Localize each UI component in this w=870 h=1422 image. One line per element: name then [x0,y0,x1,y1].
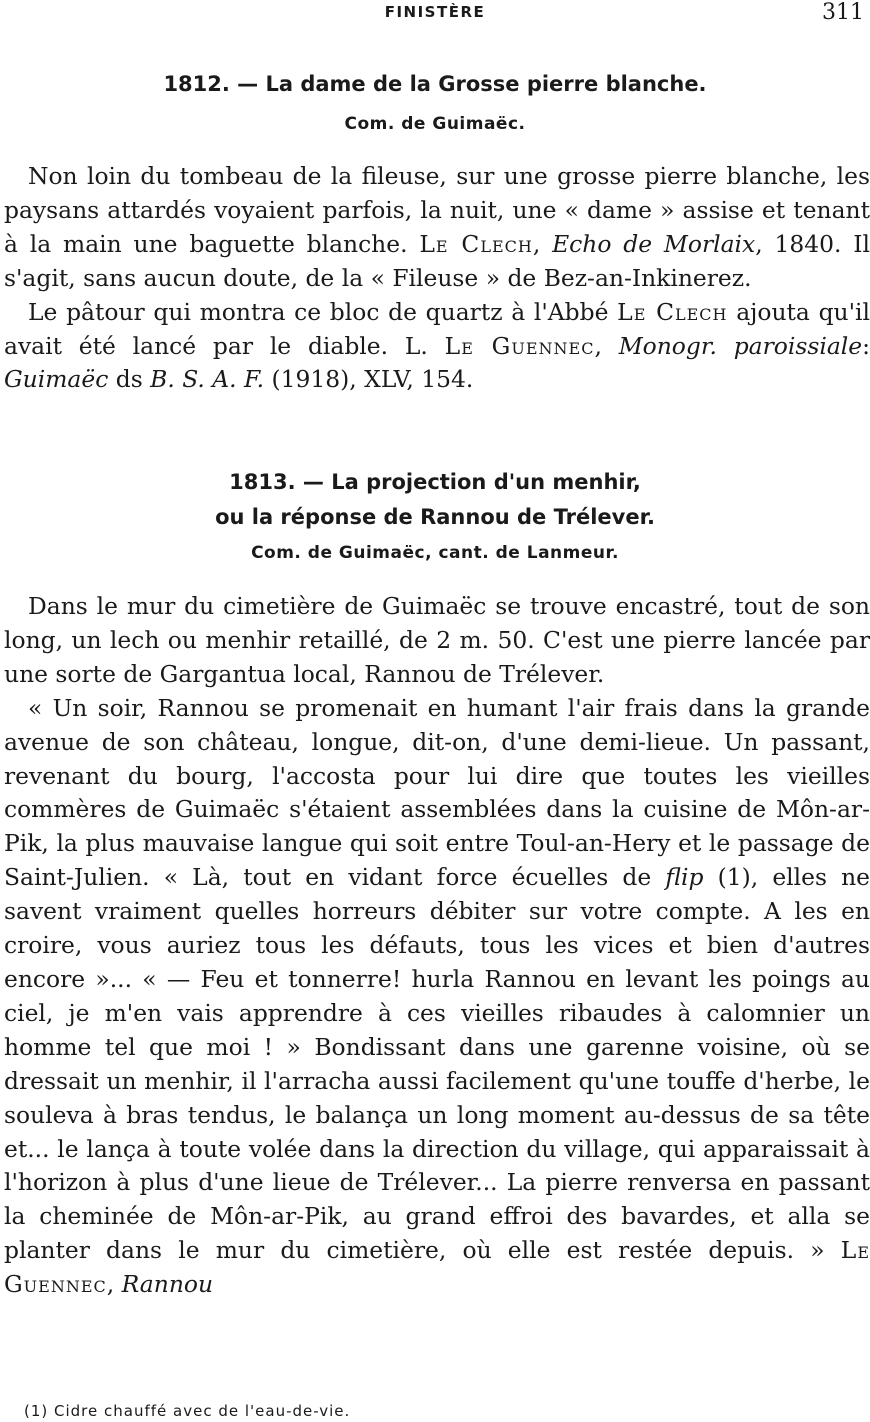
footnote-marker: (1) [717,863,751,892]
entry-1812-location: Com. de Guimaëc. [344,114,526,134]
author-name: Le Guennec [444,331,595,360]
entry-1812-paragraph-1: Non loin du tombeau de la fileuse, sur une grosse pierre blanche, les paysans attardés voyaient parfois, la nuit, une « dame » assise et tenant à la main une baguette blanche. Le Clech, Echo de Morlaix, 1840. Il s'agit, sans aucun doute, de la « Fileuse » de Bez-an-Inkinerez. [4,162,870,292]
entry-1812-body [4,160,870,397]
work-title: Monogr. paroissiale [618,331,863,360]
footnote: (1) Cidre chauffé avec de l'eau-de-vie. [24,1402,351,1420]
entry-1813-title-line-1: 1813. — La projection d'un menhir, [229,470,641,494]
entry-1812-title: 1812. — La dame de la Grosse pierre blanche. [163,72,707,96]
journal-abbrev: B. S. A. F. [150,365,265,394]
running-header [0,0,870,30]
entry-1813-paragraph-1: Dans le mur du cimetière de Guimaëc se trouve encastré, tout de son long, un lech ou menhir retaillé, de 2 m. 50. C'est une pierre lancée par une sorte de Gargantua local, Rannou de Trélever. [4,592,870,688]
entry-1813-paragraph-2: « Un soir, Rannou se promenait en humant l'air frais dans la grande avenue de son château, longue, dit-on, d'une demi-lieue. Un passant, revenant du bourg, l'accosta pour lui dire que toutes les vieilles commères de Guimaëc s'étaient assemblées dans la cuisine de Môn-ar-Pik, la plus mauvaise langue qui soit entre Toul-an-Hery et le passage de Saint-Julien. « Là, tout en vidant force écuelles de flip (1), elles ne savent vraiment quelles horreurs débiter sur votre compte. A les en croire, vous auriez tous les défauts, tous les vices et bien d'autres encore »... « — Feu et tonnerre! hurla Rannou en levant les poings au ciel, je m'en vais apprendre à ces vieilles ribaudes à calomnier un homme tel que moi ! » Bondissant dans une garenne voisine, où se dressait un menhir, il l'arracha aussi facilement qu'une touffe d'herbe, le souleva à bras tendus, le balança un long moment au-dessus de sa tête et... le lança à toute volée dans la direction du village, qui apparaissait à l'horizon à plus d'une lieue de Trélever... La pierre renversa en passant la cheminée de Môn-ar-Pik, au grand effroi des bavardes, et alla se planter dans le mur du cimetière, où elle est restée depuis. » Le Guennec, Rannou [4,693,870,1299]
author-name: Le Clech [419,229,533,258]
work-title: Echo de Morlaix [552,229,756,258]
page-number: 311 [822,0,864,25]
work-title: Rannou [121,1270,214,1299]
term-flip: flip [665,863,704,892]
entry-1812-paragraph-2: Le pâtour qui montra ce bloc de quartz à l'Abbé Le Clech ajouta qu'il avait été lancé par le diable. L. Le Guennec, Monogr. paroissiale: Guimaëc ds B. S. A. F. (1918), XLV, 154. [4,297,870,394]
running-title: FINISTÈRE [384,3,486,21]
author-name: Le Guennec [4,1236,870,1299]
entry-1813-body [4,590,870,1302]
person-name: Le Clech [617,297,728,326]
entry-1813-location: Com. de Guimaëc, cant. de Lanmeur. [251,543,619,563]
work-place: Guimaëc [4,365,109,394]
entry-1813-title-line-2: ou la réponse de Rannou de Trélever. [215,505,655,529]
